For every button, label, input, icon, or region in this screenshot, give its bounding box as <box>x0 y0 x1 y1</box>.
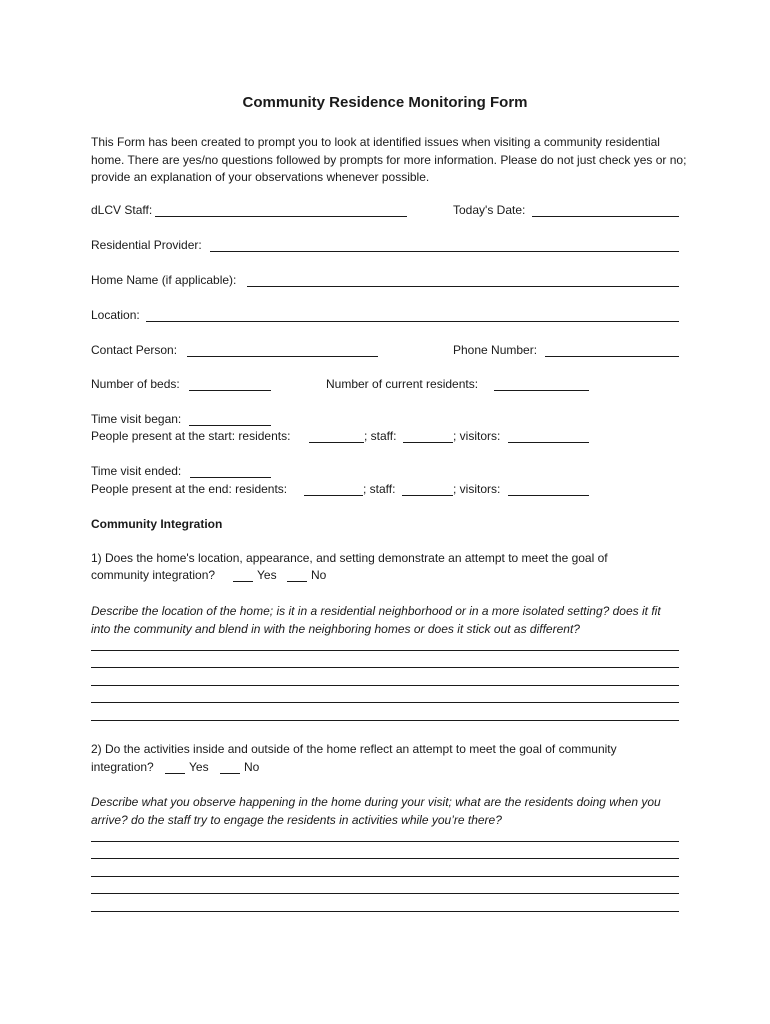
q1-answer-line[interactable] <box>91 685 679 686</box>
dlcv-staff-label: dLCV Staff: <box>91 203 153 217</box>
start-visitors-label: ; visitors: <box>453 429 501 443</box>
q1-answer-line[interactable] <box>91 650 679 651</box>
time-visit-ended-label: Time visit ended: <box>91 464 182 478</box>
home-name-label: Home Name (if applicable): <box>91 273 237 287</box>
q2-prompt: Describe what you observe happening in the home during your visit; what are the residents doing when you arrive? do the staff try to engage the residents in activities while you’re there? <box>91 795 661 827</box>
end-visitors-field[interactable] <box>508 495 589 496</box>
page-title: Community Residence Monitoring Form <box>242 94 528 111</box>
q2-answer-line[interactable] <box>91 911 679 912</box>
q2-answer-line[interactable] <box>91 841 679 842</box>
q2-answer-line[interactable] <box>91 858 679 859</box>
phone-number-field[interactable] <box>545 356 679 357</box>
start-visitors-field[interactable] <box>508 442 589 443</box>
location-label: Location: <box>91 308 140 322</box>
end-staff-field[interactable] <box>402 495 453 496</box>
q1-text-line2: community integration? <box>91 568 216 582</box>
residential-provider-field[interactable] <box>210 251 679 252</box>
q1-answer-line[interactable] <box>91 702 679 703</box>
number-of-beds-label: Number of beds: <box>91 377 180 391</box>
phone-number-label: Phone Number: <box>453 343 538 357</box>
q2-yes-label: Yes <box>189 760 209 774</box>
end-visitors-label: ; visitors: <box>453 482 501 496</box>
end-residents-field[interactable] <box>304 495 363 496</box>
q2-text-line2: integration? <box>91 760 154 774</box>
time-visit-began-label: Time visit began: <box>91 412 182 426</box>
q2-yes-field[interactable] <box>165 773 185 774</box>
current-residents-label: Number of current residents: <box>326 377 479 391</box>
start-residents-field[interactable] <box>309 442 364 443</box>
intro-paragraph: This Form has been created to prompt you to look at identified issues when visiting a community residential home. There are yes/no questions followed by prompts for more information. Please do not just check yes or no; provide an explanation of your observations whenever possible. <box>91 135 687 184</box>
section-heading: Community Integration <box>91 517 223 531</box>
q2-answer-line[interactable] <box>91 876 679 877</box>
contact-person-field[interactable] <box>187 356 378 357</box>
q1-yes-field[interactable] <box>233 581 253 582</box>
current-residents-field[interactable] <box>494 390 589 391</box>
start-staff-field[interactable] <box>403 442 453 443</box>
time-visit-began-field[interactable] <box>189 425 271 426</box>
dlcv-staff-field[interactable] <box>155 216 407 217</box>
q1-yes-label: Yes <box>257 568 277 582</box>
start-staff-label: ; staff: <box>364 429 397 443</box>
q1-no-field[interactable] <box>287 581 307 582</box>
time-visit-ended-field[interactable] <box>190 477 271 478</box>
q1-no-label: No <box>311 568 327 582</box>
q2-text-line1: 2) Do the activities inside and outside of the home reflect an attempt to meet the goal of community <box>91 742 617 756</box>
q2-no-field[interactable] <box>220 773 240 774</box>
q1-answer-line[interactable] <box>91 667 679 668</box>
people-start-label: People present at the start: residents: <box>91 429 291 443</box>
q2-answer-line[interactable] <box>91 893 679 894</box>
number-of-beds-field[interactable] <box>189 390 271 391</box>
q1-text-line1: 1) Does the home's location, appearance, and setting demonstrate an attempt to meet the goal of <box>91 551 608 565</box>
todays-date-field[interactable] <box>532 216 679 217</box>
location-field[interactable] <box>146 321 679 322</box>
residential-provider-label: Residential Provider: <box>91 238 202 252</box>
q1-answer-line[interactable] <box>91 720 679 721</box>
q1-prompt: Describe the location of the home; is it in a residential neighborhood or in a more isolated setting? does it fit into the community and blend in with the neighboring homes or does it stick out as different? <box>91 604 661 636</box>
q2-no-label: No <box>244 760 260 774</box>
home-name-field[interactable] <box>247 286 679 287</box>
todays-date-label: Today's Date: <box>453 203 526 217</box>
people-end-label: People present at the end: residents: <box>91 482 288 496</box>
contact-person-label: Contact Person: <box>91 343 178 357</box>
end-staff-label: ; staff: <box>363 482 396 496</box>
